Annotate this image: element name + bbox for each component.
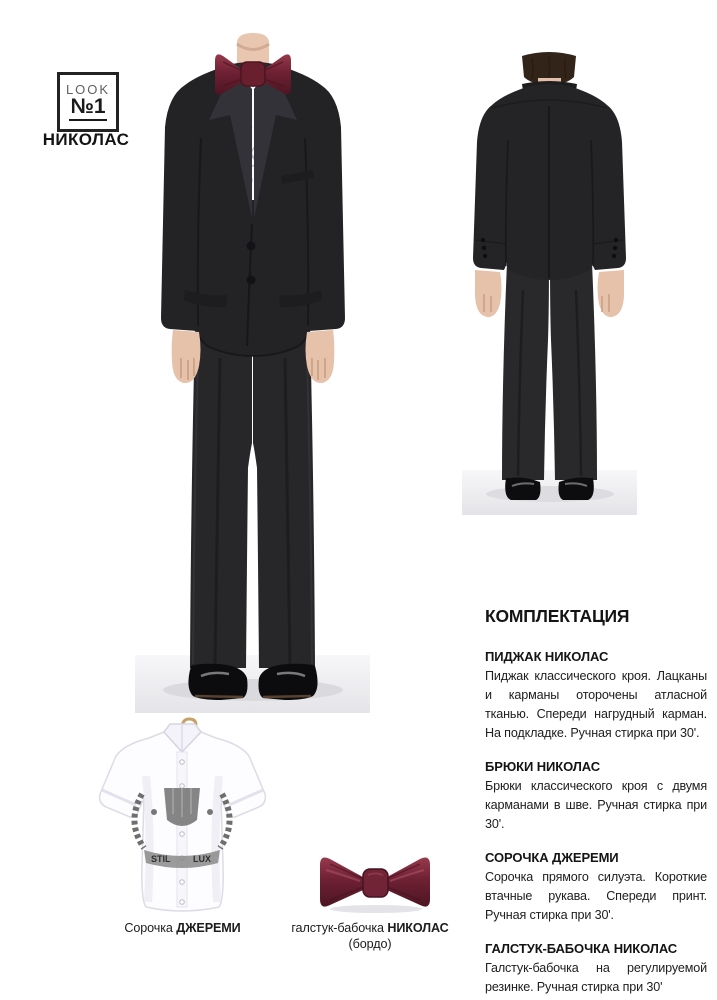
spec-section-jacket — [485, 649, 707, 743]
bowtie-caption-prefix: галстук-бабочка — [291, 921, 388, 935]
front-view-suit-photo — [135, 28, 370, 713]
spec-section-trousers — [485, 759, 707, 834]
spec-section-shirt — [485, 850, 707, 925]
bowtie-caption — [280, 921, 460, 951]
spec-heading: КОМПЛЕКТАЦИЯ — [485, 606, 630, 626]
look-badge — [57, 72, 119, 132]
look-label: LOOK — [65, 81, 111, 97]
bowtie-caption-name: НИКОЛАС — [387, 921, 449, 935]
spec-section-title: ГАЛСТУК-БАБОЧКА НИКОЛАС — [485, 941, 678, 956]
spec-section-title: БРЮКИ НИКОЛАС — [485, 759, 601, 774]
shirt-print-text-left: STIL — [151, 854, 171, 864]
shirt-photo — [85, 716, 280, 916]
shirt-caption-name: ДЖЕРЕМИ — [176, 921, 241, 935]
back-view-suit-photo — [462, 50, 637, 515]
look-number: №1 — [69, 96, 106, 121]
bowtie-caption-line — [280, 921, 460, 935]
bowtie-photo — [310, 852, 440, 914]
shirt-caption — [85, 921, 280, 935]
spec-section-body: Брюки классического кроя с двумя карманами в шве. Ручная стирка при 30'. — [485, 779, 707, 831]
spec-column — [485, 606, 707, 1000]
look-title: НИКОЛАС — [42, 130, 130, 149]
bowtie-caption-note: (бордо) — [348, 937, 392, 951]
spec-section-body: Галстук-бабочка на регулируемой резинке. Ручная стирка при 30' — [485, 961, 707, 994]
spec-section-title: СОРОЧКА ДЖЕРЕМИ — [485, 850, 619, 865]
shirt-caption-prefix: Сорочка — [124, 921, 177, 935]
spec-section-title: ПИДЖАК НИКОЛАС — [485, 649, 609, 664]
spec-section-bowtie — [485, 941, 707, 997]
spec-section-body: Сорочка прямого силуэта. Короткие втачные рукава. Спереди принт. Ручная стирка при 30'. — [485, 870, 707, 922]
spec-section-body: Пиджак классического кроя. Лацканы и карманы оторочены атласной тканью. Спереди нагрудный карман. На подкладке. Ручная стирка при 30'. — [485, 669, 707, 740]
shirt-print-text-right: LUX — [193, 854, 211, 864]
